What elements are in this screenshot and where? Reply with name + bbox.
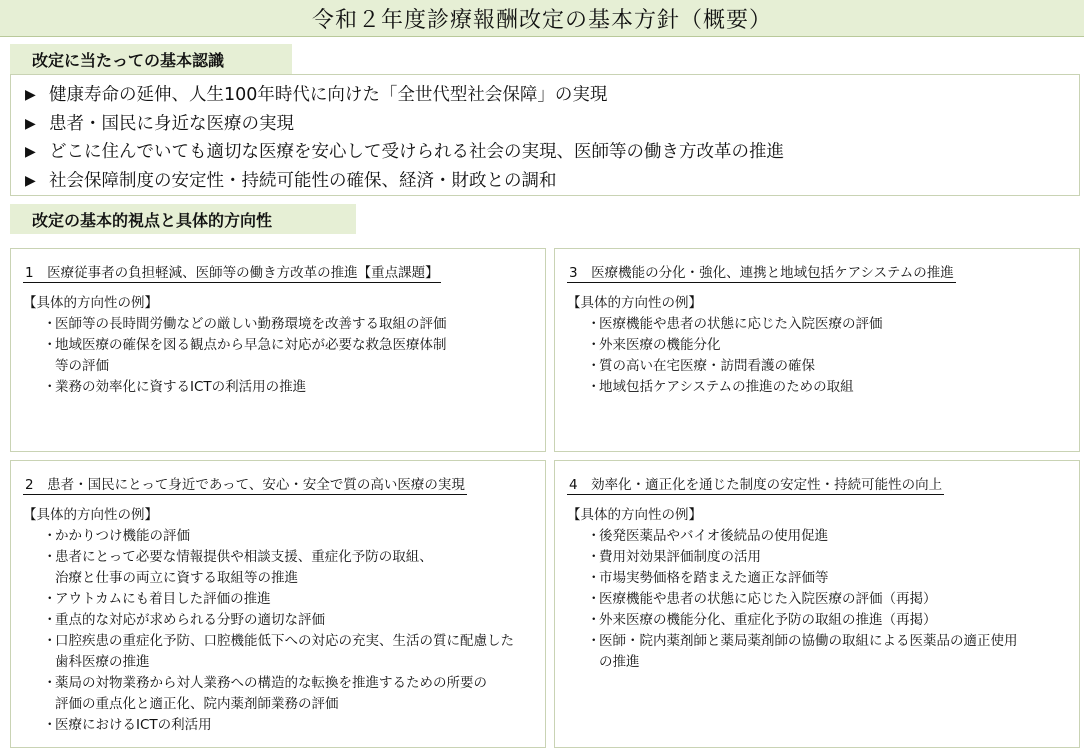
item-text: 医療機能や患者の状態に応じた入院医療の評価（再掲） bbox=[599, 591, 937, 607]
item-marker: ・ bbox=[43, 379, 57, 395]
item-marker: ・ bbox=[587, 591, 601, 607]
panel-1 bbox=[10, 248, 546, 452]
example-heading: 【具体的方向性の例】 bbox=[23, 507, 158, 523]
item-marker: ・ bbox=[587, 358, 601, 374]
item-marker: ・ bbox=[43, 528, 57, 544]
item-text: 地域医療の確保を図る観点から早急に対応が必要な救急医療体制 bbox=[55, 337, 447, 353]
panel-4 bbox=[554, 460, 1080, 748]
list-item bbox=[587, 377, 1067, 398]
section-label-viewpoints: 改定の基本的視点と具体的方向性 bbox=[10, 204, 356, 234]
list-item bbox=[43, 631, 533, 673]
item-text: 外来医療の機能分化 bbox=[599, 337, 721, 353]
example-heading: 【具体的方向性の例】 bbox=[567, 507, 702, 523]
triangle-bullet-icon: ▶ bbox=[25, 115, 36, 132]
triangle-bullet-icon: ▶ bbox=[25, 172, 36, 189]
list-item bbox=[587, 631, 1067, 673]
panel-title: 2 患者・国民にとって身近であって、安心・安全で質の高い医療の実現 bbox=[23, 473, 467, 495]
list-item bbox=[43, 589, 533, 610]
item-text: 医療におけるICTの利活用 bbox=[55, 717, 212, 733]
list-item bbox=[587, 335, 1067, 356]
basic-item: ▶ どこに住んでいても適切な医療を安心して受けられる社会の実現、医師等の働き方改革の推進 bbox=[25, 138, 1079, 167]
panel-title: 4 効率化・適正化を通じた制度の安定性・持続可能性の向上 bbox=[567, 473, 944, 495]
item-text-continued: の推進 bbox=[599, 654, 640, 670]
basic-item: ▶ 健康寿命の延伸、人生100年時代に向けた「全世代型社会保障」の実現 bbox=[25, 81, 1079, 110]
item-text: 口腔疾患の重症化予防、口腔機能低下への対応の充実、生活の質に配慮した bbox=[55, 633, 514, 649]
item-text: 地域包括ケアシステムの推進のための取組 bbox=[599, 379, 854, 395]
example-heading: 【具体的方向性の例】 bbox=[567, 295, 702, 311]
panel-title: 1 医療従事者の負担軽減、医師等の働き方改革の推進【重点課題】 bbox=[23, 261, 441, 283]
basic-recognition-box bbox=[10, 74, 1080, 196]
item-text-continued: 歯科医療の推進 bbox=[55, 654, 150, 670]
item-marker: ・ bbox=[43, 717, 57, 733]
list-item bbox=[587, 610, 1067, 631]
item-text: アウトカムにも着目した評価の推進 bbox=[55, 591, 271, 607]
list-item bbox=[43, 526, 533, 547]
item-marker: ・ bbox=[43, 612, 57, 628]
item-text: 費用対効果評価制度の活用 bbox=[599, 549, 761, 565]
item-text: 医療機能や患者の状態に応じた入院医療の評価 bbox=[599, 316, 883, 332]
item-text: 外来医療の機能分化、重症化予防の取組の推進（再掲） bbox=[599, 612, 937, 628]
list-item bbox=[43, 377, 533, 398]
item-marker: ・ bbox=[587, 570, 601, 586]
item-text: 質の高い在宅医療・訪問看護の確保 bbox=[599, 358, 815, 374]
item-marker: ・ bbox=[587, 337, 601, 353]
item-marker: ・ bbox=[587, 633, 601, 649]
list-item bbox=[43, 335, 533, 377]
item-text: 医師・院内薬剤師と薬局薬剤師の協働の取組による医薬品の適正使用 bbox=[599, 633, 1018, 649]
item-marker: ・ bbox=[43, 633, 57, 649]
triangle-bullet-icon: ▶ bbox=[25, 87, 36, 103]
item-marker: ・ bbox=[587, 379, 601, 395]
item-text-continued: 治療と仕事の両立に資する取組等の推進 bbox=[55, 570, 298, 586]
item-text: かかりつけ機能の評価 bbox=[55, 528, 190, 544]
example-list bbox=[567, 526, 1067, 673]
list-item bbox=[587, 589, 1067, 610]
list-item bbox=[587, 547, 1067, 568]
panel-title: 3 医療機能の分化・強化、連携と地域包括ケアシステムの推進 bbox=[567, 261, 956, 283]
item-text: 業務の効率化に資するICTの利活用の推進 bbox=[55, 379, 307, 395]
item-marker: ・ bbox=[43, 591, 57, 607]
example-list bbox=[23, 314, 533, 398]
list-item bbox=[587, 356, 1067, 377]
item-text-continued: 等の評価 bbox=[55, 358, 109, 374]
list-item bbox=[587, 526, 1067, 547]
item-marker: ・ bbox=[43, 549, 57, 565]
item-marker: ・ bbox=[587, 612, 601, 628]
item-text-continued: 評価の重点化と適正化、院内薬剤師業務の評価 bbox=[55, 696, 339, 712]
basic-item: ▶ 社会保障制度の安定性・持続可能性の確保、経済・財政との調和 bbox=[25, 167, 1079, 196]
list-item bbox=[43, 610, 533, 631]
item-marker: ・ bbox=[587, 549, 601, 565]
item-text: 患者にとって必要な情報提供や相談支援、重症化予防の取組、 bbox=[55, 549, 433, 565]
panel-3 bbox=[554, 248, 1080, 452]
list-item bbox=[43, 547, 533, 589]
item-text: 医師等の長時間労働などの厳しい勤務環境を改善する取組の評価 bbox=[55, 316, 447, 332]
item-marker: ・ bbox=[43, 316, 57, 332]
item-marker: ・ bbox=[587, 528, 601, 544]
list-item bbox=[587, 568, 1067, 589]
item-text: 市場実勢価格を踏まえた適正な評価等 bbox=[599, 570, 829, 586]
basic-item: ▶ 患者・国民に身近な医療の実現 bbox=[25, 110, 1079, 139]
example-list bbox=[23, 526, 533, 736]
item-text: 重点的な対応が求められる分野の適切な評価 bbox=[55, 612, 325, 628]
list-item bbox=[587, 314, 1067, 335]
list-item bbox=[43, 715, 533, 736]
item-text: 後発医薬品やバイオ後続品の使用促進 bbox=[599, 528, 829, 544]
page-title: 令和２年度診療報酬改定の基本方針（概要） bbox=[0, 0, 1084, 37]
example-heading: 【具体的方向性の例】 bbox=[23, 295, 158, 311]
triangle-bullet-icon: ▶ bbox=[25, 144, 36, 160]
item-marker: ・ bbox=[43, 337, 57, 353]
section-label-basic-recognition: 改定に当たっての基本認識 bbox=[10, 44, 292, 74]
panel-2 bbox=[10, 460, 546, 748]
list-item bbox=[43, 673, 533, 715]
item-text: 薬局の対物業務から対人業務への構造的な転換を推進するための所要の bbox=[55, 675, 487, 691]
example-list bbox=[567, 314, 1067, 398]
list-item bbox=[43, 314, 533, 335]
item-marker: ・ bbox=[43, 675, 57, 691]
item-marker: ・ bbox=[587, 316, 601, 332]
